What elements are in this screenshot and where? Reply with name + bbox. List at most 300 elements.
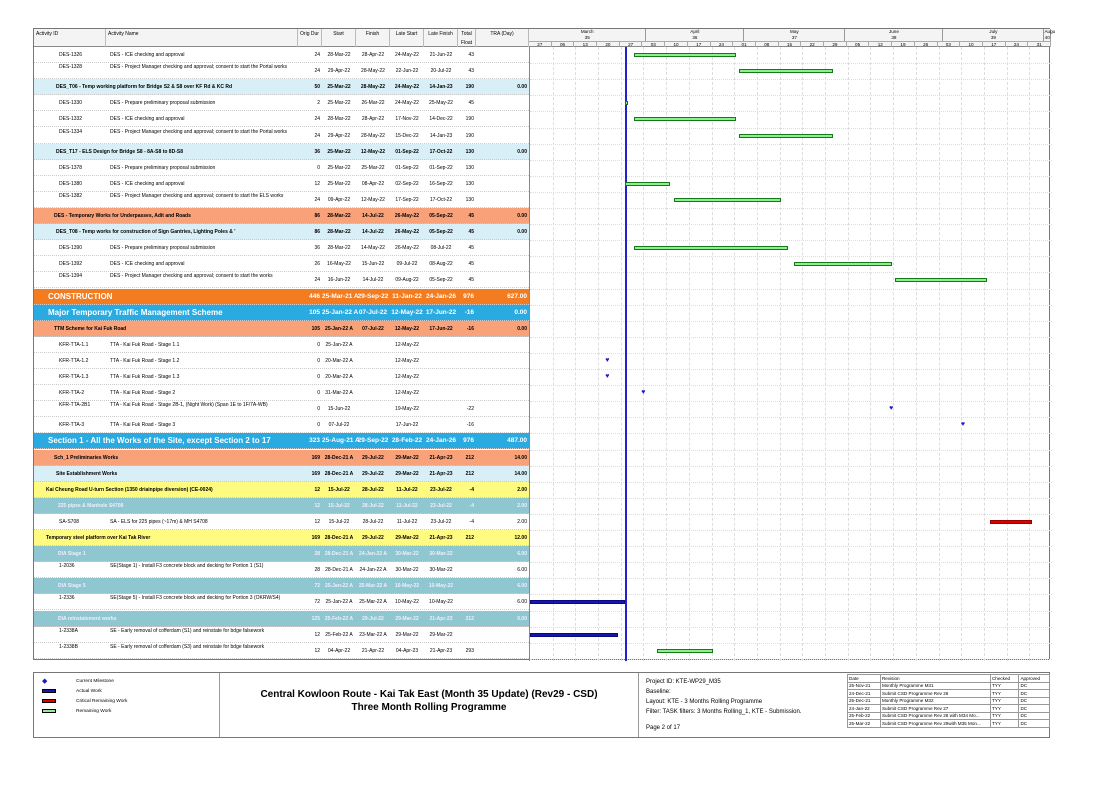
cell-tra: [476, 337, 529, 353]
cell-dur: 125: [311, 615, 320, 622]
table-row[interactable]: [34, 240, 529, 256]
cell-lf: [424, 385, 458, 401]
cell-dur: 12: [314, 631, 320, 638]
revision-cell: Approved: [1019, 675, 1050, 683]
table-row[interactable]: [34, 63, 529, 79]
cell-finish: 25-Mar-22 A: [358, 583, 388, 590]
month-label: April: [690, 29, 700, 34]
cell-tra: 0.00: [517, 229, 527, 236]
revision-header: [848, 675, 1050, 683]
cell-lf: 25-May-22: [429, 100, 453, 107]
cell-lf: 30-Mar-22: [429, 567, 453, 574]
table-row[interactable]: [34, 256, 529, 272]
cell-lf: 24-Jan-26: [426, 437, 456, 445]
revision-cell: Submit CSD Programme Rev 26: [880, 690, 990, 698]
cell-lf: 08-Aug-22: [429, 261, 453, 268]
column-header-5: Late Start: [390, 29, 424, 47]
cell-tf: [458, 594, 476, 610]
table-row[interactable]: [34, 321, 529, 337]
activity-name: DIA reinstatement works: [58, 615, 117, 622]
revision-cell: DC: [1019, 682, 1050, 690]
gantt-bar-remaining: [634, 53, 735, 57]
cell-ls: 24-May-22: [395, 100, 419, 107]
month-3: [845, 29, 943, 41]
cell-start: 31-Mar-22 A: [325, 390, 353, 397]
column-header-8: TRA (Day): [476, 29, 529, 47]
cell-finish: 24-Jan-22 A: [359, 551, 387, 558]
week-1: 06: [552, 41, 575, 47]
activity-name: DES - ICE checking and approval: [110, 116, 185, 123]
table-row[interactable]: [34, 450, 529, 466]
activity-id: DES-1334: [59, 128, 83, 135]
footer: ◆ Current Milestone Actual Work Critical Remaining Work Remaining Work Central Kowloon Route - Kai Tak East (Month 35 Update) (Rev29 - CSD) Three Month Rolling Programme Project ID: KTE-WP29_M35 Baseline: Layout: KTE - 3 Months Rolling Programme Filter: TASK filters: 3 Months Rolling_1, KTE - Submission. Page 2 of 17 Date Revision Checked Approved 25-Nov-21 Monthly Programme M31 TYY DC 24-Dec-21 Submit CSD Programme Rev 26 TYY DC 25-Dec-21 Monthly Programme M32 TYY DC 24-Jan-22 Submit CSD Programme Rev 27 TYY DC 25-Feb-22 Submit CSD Programme Rev 28 with M34 Mo... TYY DC 25-Mar-22 Submit CSD Programme Rev 29with M35 Mon... TYY DC: [33, 672, 1050, 738]
cell-lf: 05-Sep-22: [429, 229, 453, 236]
activity-name: DES - Temporary Works for Underpasses, Adit and Roads: [54, 213, 191, 219]
cell-tf: [458, 353, 476, 369]
cell-finish: 28-May-22: [360, 84, 386, 91]
cell-tra: [476, 401, 529, 417]
activity-name: DES - Project Manager checking and approval; consent to start the Portal works: [110, 64, 288, 71]
cell-finish: 23-Mar-22 A: [359, 631, 387, 638]
cell-tra: 0.00: [517, 148, 527, 155]
cell-finish: [356, 353, 390, 369]
cell-tra: [476, 95, 529, 111]
month-4: [943, 29, 1044, 41]
column-header-4: Finish: [356, 29, 390, 47]
cell-dur: 323: [309, 437, 320, 445]
cell-lf: 21-Apr-23: [429, 454, 453, 461]
cell-ls: 26-May-22: [394, 213, 420, 219]
gantt-bar-remaining: [739, 134, 834, 138]
table-row[interactable]: [34, 160, 529, 176]
cell-finish: [356, 369, 390, 385]
cell-tra: [476, 111, 529, 127]
table-row[interactable]: [34, 144, 529, 160]
revision-cell: TYY: [990, 690, 1018, 698]
table-row[interactable]: [34, 627, 529, 643]
cell-lf: [424, 369, 458, 385]
activity-id: KFR-TTA-1.1: [59, 341, 89, 348]
cell-start: 25-Mar-21 A: [322, 292, 359, 300]
table-row[interactable]: [34, 530, 529, 546]
activity-name: DES - Project Manager checking and approval; consent to start the Portal works: [110, 128, 288, 135]
table-row[interactable]: [34, 224, 529, 240]
cell-start: 07-Jul-22: [328, 422, 350, 429]
table-row[interactable]: [34, 482, 529, 498]
cell-finish: 14-May-22: [361, 245, 385, 252]
table-row[interactable]: [34, 128, 529, 144]
table-row[interactable]: [34, 594, 529, 610]
gantt-bar-remaining: [634, 246, 787, 250]
cell-finish: [356, 337, 390, 353]
cell-start: 28-Mar-22: [327, 116, 351, 123]
column-header: [34, 29, 1056, 47]
activity-name: DIA Stage 5: [58, 583, 86, 590]
cell-finish: 08-Apr-22: [361, 180, 385, 187]
cell-lf: 16-Sep-22: [429, 180, 453, 187]
gantt-bar-remaining: [674, 198, 782, 202]
cell-ls: 30-Mar-22: [395, 551, 419, 558]
cell-tra: 0.00: [517, 615, 527, 622]
cell-lf: 21-Apr-23: [429, 647, 453, 654]
cell-tf: 212: [465, 470, 474, 477]
table-row[interactable]: [34, 176, 529, 192]
week-9: 01: [733, 41, 756, 47]
week-11: 15: [779, 41, 802, 47]
activity-name: Kai Cheung Road U-turn Section (1350 driainpipe diversion) (CE-0024): [46, 486, 213, 493]
row-line: [530, 369, 1052, 370]
activity-id: 1-2036: [59, 563, 75, 570]
table-row[interactable]: [34, 611, 529, 627]
cell-ls: 29-Mar-22: [395, 454, 419, 461]
cell-ls: 17-Sep-22: [395, 196, 419, 203]
table-row[interactable]: [34, 417, 529, 433]
column-header-7: Total Float: [458, 29, 476, 47]
cell-start: 15-Jul-22: [328, 502, 350, 509]
cell-finish: 29-Jul-22: [362, 615, 384, 622]
table-row[interactable]: [34, 95, 529, 111]
row-line: [530, 466, 1052, 467]
cell-tra: [476, 128, 529, 144]
cell-ls: 01-Sep-22: [395, 164, 419, 171]
cell-ls: 12-May-22: [391, 308, 423, 316]
week-2: 13: [574, 41, 597, 47]
cell-start: 15-Jun-22: [327, 406, 351, 413]
activity-name: SA - ELS for 225 pipes (~17m) & MH S4708: [110, 518, 208, 525]
table-row[interactable]: [34, 47, 529, 63]
revision-cell: TYY: [990, 682, 1018, 690]
row-line: [530, 289, 1052, 290]
activity-name: TTA - Kai Fuk Road - Stage 1.3: [110, 374, 180, 380]
cell-finish: 28-May-22: [361, 68, 385, 75]
row-line: [530, 256, 1052, 257]
activity-name: DIA Stage 1: [58, 551, 86, 558]
cell-tra: 2.00: [517, 518, 527, 525]
activity-id: KFR-TTA-1.3: [59, 374, 89, 380]
month-2: [744, 29, 845, 41]
month-label: March: [580, 29, 594, 34]
activity-id: DES-1328: [59, 64, 83, 71]
cell-start: 25-Mar-22: [327, 148, 351, 155]
cell-tf: 976: [463, 437, 474, 445]
cell-tf: 130: [465, 180, 474, 187]
cell-tra: 6.00: [517, 567, 527, 574]
row-line: [530, 111, 1052, 112]
gantt-bar-critical: [990, 520, 1032, 524]
table-row[interactable]: [34, 289, 529, 305]
revision-cell: Monthly Programme M31: [880, 682, 990, 690]
row-line: [530, 627, 1052, 628]
revision-cell: Date: [848, 675, 881, 683]
week-15: 12: [869, 41, 892, 47]
gantt-bar-remaining: [634, 117, 735, 121]
month-label: June: [888, 29, 899, 34]
cell-finish: 15-Jun-22: [361, 261, 385, 268]
cell-tra: 6.00: [517, 583, 527, 590]
cell-tf: -16: [466, 325, 474, 332]
cell-start: 28-Mar-22: [327, 245, 351, 252]
week-7: 17: [688, 41, 711, 47]
cell-tf: 130: [465, 164, 474, 171]
cell-start: 25-Jan-22 A: [325, 599, 353, 606]
activity-name: TTM Scheme for Kai Fuk Road: [54, 325, 127, 332]
revision-cell: TYY: [990, 697, 1018, 705]
activity-name: CONSTRUCTION: [48, 291, 113, 301]
grid-line: [689, 47, 690, 661]
week-12: 22: [801, 41, 824, 47]
cell-lf: 14-Jan-23: [429, 132, 453, 139]
cell-ls: 29-Mar-22: [395, 535, 419, 541]
cell-start: 25-Aug-21 A: [322, 437, 360, 445]
grid-line: [893, 47, 894, 661]
week-4: 27: [620, 41, 643, 47]
cell-lf: 21-Apr-23: [429, 470, 453, 477]
activity-id: 1-2336: [59, 595, 75, 602]
cell-dur: 26: [314, 261, 320, 268]
cell-dur: 24: [314, 52, 320, 58]
row-line: [530, 498, 1052, 499]
cell-tra: 14.00: [514, 470, 527, 477]
cell-lf: [424, 353, 458, 369]
cell-start: 15-Jul-22: [328, 518, 350, 525]
title-line-1: Central Kowloon Route - Kai Tak East (Month 35 Update) (Rev29 - CSD): [260, 689, 598, 700]
cell-ls: 22-Jun-22: [395, 68, 419, 75]
cell-tra: [476, 256, 529, 272]
column-header-0: Activity ID: [34, 29, 106, 47]
activity-name: DES - Prepare preliminary proposal submission: [110, 164, 216, 171]
cell-start: 28-Dec-21 A: [325, 567, 353, 574]
cell-dur: 0: [317, 422, 320, 429]
row-line: [530, 482, 1052, 483]
activity-name: DES - ICE checking and approval: [110, 261, 185, 268]
activity-name: DES - Project Manager checking and approval; consent to start the ELS works: [110, 192, 284, 199]
cell-dur: 12: [314, 486, 320, 493]
week-0: 27: [529, 41, 552, 47]
cell-finish: 28-Jul-22: [362, 486, 384, 493]
cell-start: 28-Dec-21 A: [324, 551, 354, 558]
table-row[interactable]: [34, 498, 529, 514]
activity-name: SE(Stage 1) - Install F3 concrete block and decking for Portion 1 (S1): [110, 563, 264, 570]
cell-tra: [476, 192, 529, 208]
table-row[interactable]: [34, 514, 529, 530]
activity-id: SA-S708: [59, 518, 80, 525]
cell-lf: 29-Mar-22: [429, 631, 453, 638]
table-row[interactable]: [34, 353, 529, 369]
month-week: 38: [891, 35, 897, 40]
cell-ls: 15-Dec-22: [395, 132, 419, 139]
cell-ls: 17-Nov-22: [395, 116, 419, 123]
cell-tra: 6.00: [517, 551, 527, 558]
cell-finish: 21-Apr-22: [361, 647, 385, 654]
table-row[interactable]: [34, 433, 529, 449]
month-week: 36: [692, 35, 698, 40]
cell-lf: [424, 417, 458, 433]
cell-start: 25-Mar-22: [327, 100, 351, 107]
activity-name: 225 pipes & Manhole S4708: [58, 502, 124, 509]
cell-ls: 19-May-22: [395, 406, 419, 413]
table-row[interactable]: [34, 305, 529, 321]
cell-lf: 17-Oct-22: [429, 148, 453, 155]
table-row[interactable]: [34, 546, 529, 562]
cell-ls: 26-May-22: [394, 229, 420, 236]
cell-dur: 169: [311, 454, 320, 461]
cell-tf: 45: [468, 245, 474, 252]
week-5: 03: [642, 41, 665, 47]
cell-tf: 45: [468, 229, 474, 236]
grid-line: [825, 47, 826, 661]
row-line: [530, 208, 1052, 209]
revision-row: [848, 720, 1050, 728]
cell-dur: 169: [311, 535, 320, 541]
cell-tra: 0.00: [517, 84, 527, 91]
cell-ls: 11-Jul-22: [396, 518, 418, 525]
cell-ls: 24-May-22: [394, 84, 420, 91]
cell-tf: [458, 385, 476, 401]
cell-tf: 190: [465, 116, 474, 123]
cell-tra: [476, 63, 529, 79]
activity-name: Major Temporary Traffic Management Scheme: [48, 307, 223, 317]
grid-line: [643, 47, 644, 661]
row-line: [530, 321, 1052, 322]
activity-id: KFR-TTA-1.2: [59, 357, 89, 364]
cell-tf: -16: [464, 308, 474, 316]
cell-tf: 212: [465, 535, 474, 541]
table-row[interactable]: [34, 562, 529, 578]
cell-tra: 0.00: [517, 325, 527, 332]
cell-ls: 02-Sep-22: [395, 180, 419, 187]
revision-row: [848, 682, 1050, 690]
table-row[interactable]: [34, 272, 529, 288]
month-0: [529, 29, 646, 41]
cell-tf: 130: [465, 196, 474, 203]
row-line: [530, 95, 1052, 96]
gantt-bar-remaining: [625, 101, 628, 105]
cell-dur: 0: [317, 390, 320, 397]
cell-start: 20-Mar-22 A: [325, 374, 353, 380]
gantt-bar-remaining: [794, 262, 892, 266]
cell-start: 25-Mar-22: [327, 84, 351, 91]
page-number: Page 2 of 17: [646, 725, 681, 731]
table-row[interactable]: [34, 466, 529, 482]
revision-cell: 25-Feb-22: [848, 712, 881, 720]
cell-tra: [476, 417, 529, 433]
cell-ls: 11-Jan-22: [392, 292, 422, 300]
row-line: [530, 224, 1052, 225]
cell-dur: 24: [314, 196, 320, 203]
cell-start: 28-Mar-22: [327, 229, 351, 236]
cell-finish: [356, 385, 390, 401]
activity-name: Temporary steel platform over Kai Tak River: [46, 535, 151, 541]
activity-id: DES-1390: [59, 245, 83, 252]
cell-dur: 24: [314, 68, 320, 75]
cell-dur: 12: [314, 502, 320, 509]
activity-name: DES_T08 - Temp works for construction of Sign Gantries, Lighting Poles & ': [56, 229, 236, 236]
grid-line: [757, 47, 758, 661]
cell-tf: -16: [466, 422, 474, 429]
cell-dur: 0: [317, 341, 320, 348]
activity-id: KFR-TTA-2: [59, 390, 85, 397]
row-line: [530, 530, 1052, 531]
table-row[interactable]: [34, 369, 529, 385]
table-row[interactable]: [34, 578, 529, 594]
cell-tf: 130: [465, 148, 474, 155]
cell-lf: 23-Jul-22: [430, 502, 452, 509]
cell-dur: 2: [317, 100, 320, 107]
cell-lf: 24-Jan-26: [426, 292, 456, 300]
table-row[interactable]: [34, 111, 529, 127]
cell-finish: 26-Mar-22: [361, 100, 385, 107]
cell-lf: 05-Sep-22: [429, 277, 453, 284]
revision-cell: 24-Dec-21: [848, 690, 881, 698]
gantt-bar-actual: [530, 633, 618, 637]
cell-tf: [458, 369, 476, 385]
cell-ls: 12-May-22: [395, 374, 419, 380]
activity-id: DES-1380: [59, 180, 83, 187]
cell-finish: 14-Jul-22: [362, 229, 384, 236]
cell-tf: [458, 627, 476, 643]
table-row[interactable]: [34, 208, 529, 224]
cell-tf: 190: [465, 84, 474, 91]
grid-line: [621, 47, 622, 661]
week-10: 08: [756, 41, 779, 47]
cell-start: 25-Mar-22: [327, 164, 351, 171]
cell-start: 25-Feb-22 A: [324, 615, 354, 622]
grid-line: [598, 47, 599, 661]
cell-start: 16-Jun-22: [327, 277, 351, 284]
table-row[interactable]: [34, 401, 529, 417]
week-16: 19: [892, 41, 915, 47]
table-row[interactable]: [34, 79, 529, 95]
cell-tra: 2.00: [517, 502, 527, 509]
revision-cell: TYY: [990, 705, 1018, 713]
cell-lf: [424, 401, 458, 417]
cell-ls: 29-Mar-22: [395, 631, 419, 638]
table-row[interactable]: [34, 643, 529, 659]
activity-id: DES-1378: [59, 164, 83, 171]
row-line: [530, 305, 1052, 306]
activity-id: DES-1382: [59, 192, 83, 199]
cell-ls: 24-May-22: [395, 52, 419, 58]
table-row[interactable]: [34, 337, 529, 353]
cell-lf: 17-Oct-22: [429, 196, 453, 203]
cell-finish: 29-Jul-22: [362, 470, 384, 477]
cell-tf: 212: [465, 615, 474, 622]
cell-start: 28-Mar-22: [327, 213, 351, 219]
table-row[interactable]: [34, 192, 529, 208]
cell-finish: 14-Jul-22: [362, 277, 384, 284]
cell-start: 28-Dec-21 A: [324, 454, 354, 461]
revision-cell: Monthly Programme M32: [880, 697, 990, 705]
activity-name: TTA - Kai Fuk Road - Stage 2B-1, (Night Work) (Span 1E to 1F/7A-WB): [110, 402, 268, 409]
cell-finish: 14-Jul-22: [362, 213, 384, 219]
cell-tra: [476, 160, 529, 176]
cell-start: 25-Jan-22 A: [325, 583, 353, 590]
cell-dur: 0: [317, 164, 320, 171]
table-row[interactable]: [34, 385, 529, 401]
grid-line: [870, 47, 871, 661]
row-line: [530, 659, 1052, 660]
revision-cell: TYY: [990, 712, 1018, 720]
cell-tf: -22: [466, 406, 474, 413]
milestone-icon: ♥: [641, 389, 646, 397]
milestone-icon: ♥: [605, 356, 610, 364]
cell-dur: 12: [314, 180, 320, 187]
cell-tra: [476, 47, 529, 63]
activity-id: DES-1326: [59, 52, 83, 58]
row-line: [530, 63, 1052, 64]
cell-tf: [458, 578, 476, 594]
cell-dur: 12: [314, 647, 320, 654]
